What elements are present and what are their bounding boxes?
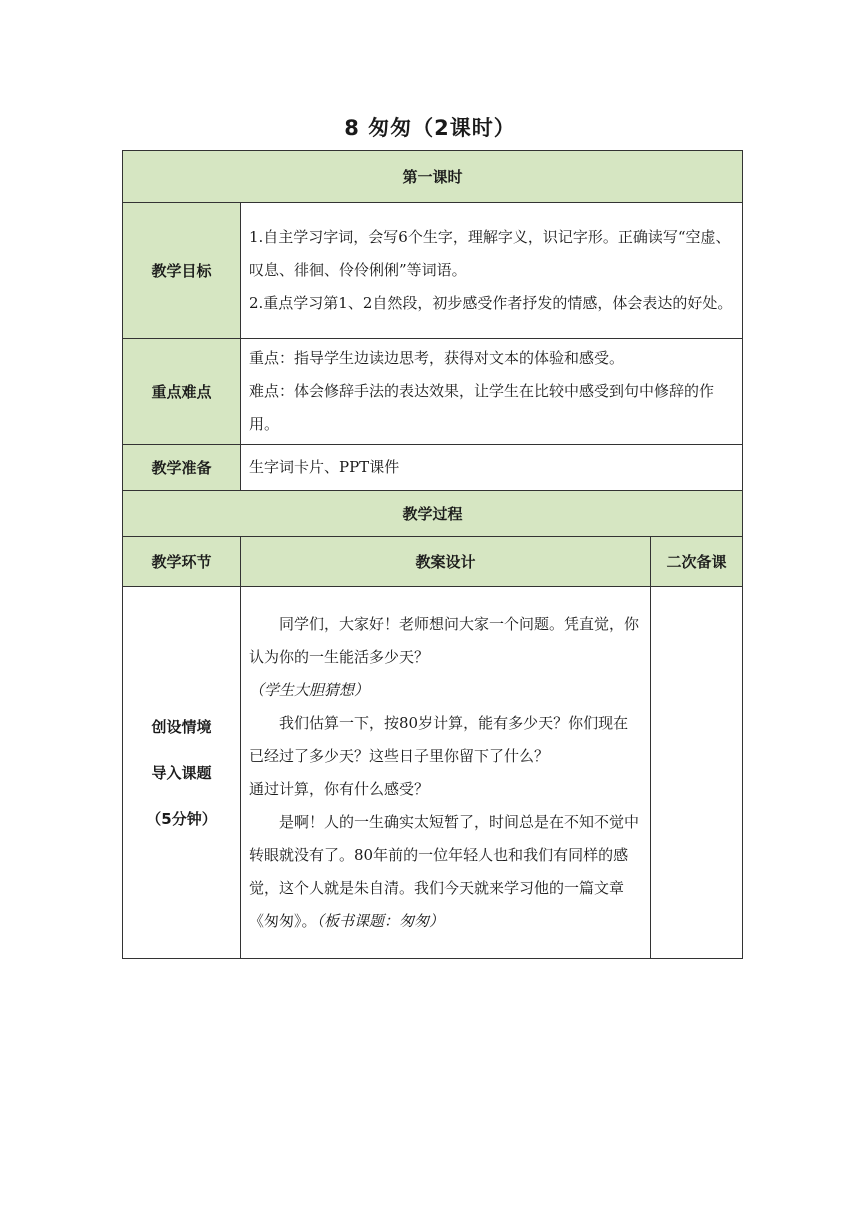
column-header-revision: 二次备课 <box>651 537 743 587</box>
column-header-stage: 教学环节 <box>123 537 241 587</box>
stage-design-content <box>241 587 651 959</box>
goals-row <box>123 203 743 339</box>
design-paragraph: 我们估算一下，按80岁计算，能有多少天？你们现在已经过了多少天？这些日子里你留下了什么？ <box>249 713 629 765</box>
stage-label-line: 创设情境 <box>151 717 212 736</box>
goals-label: 教学目标 <box>123 203 241 339</box>
column-header-design: 教案设计 <box>241 537 651 587</box>
design-paragraph: 同学们，大家好！老师想问大家一个问题。凭直觉，你认为你的一生能活多少天？ <box>249 614 640 666</box>
focus-content <box>241 339 743 445</box>
revision-cell <box>651 587 743 959</box>
goal-line: 1.自主学习字词，会写6个生字，理解字义，识记字形。正确读写“空虚、叹息、徘徊、伶伶俐俐”等词语。 <box>249 228 731 279</box>
stage-label-line: （5分钟） <box>146 809 217 828</box>
section-heading-process: 教学过程 <box>123 491 743 537</box>
focus-line: 重点：指导学生边读边思考，获得对文本的体验和感受。 <box>249 349 625 367</box>
focus-label: 重点难点 <box>123 339 241 445</box>
stage-row <box>123 587 743 959</box>
prep-row <box>123 445 743 491</box>
focus-row <box>123 339 743 445</box>
focus-line: 难点：体会修辞手法的表达效果，让学生在比较中感受到句中修辞的作用。 <box>249 382 715 433</box>
prep-content: 生字词卡片、PPT课件 <box>241 445 743 491</box>
stage-label <box>123 587 241 959</box>
prep-label: 教学准备 <box>123 445 241 491</box>
design-paragraph <box>249 806 642 938</box>
design-paragraph: 通过计算，你有什么感受？ <box>249 779 430 798</box>
lesson-plan-table <box>122 150 743 959</box>
goals-content <box>241 203 743 339</box>
section-heading-first-lesson: 第一课时 <box>123 151 743 203</box>
design-note: （板书课题：匆匆） <box>316 911 445 930</box>
section-header-row <box>123 491 743 537</box>
document-title: 8 匆匆（2课时） <box>344 116 516 140</box>
section-header-row <box>123 151 743 203</box>
goal-line: 2.重点学习第1、2自然段，初步感受作者抒发的情感，体会表达的好处。 <box>249 294 733 312</box>
design-text: 是啊！人的一生确实太短暂了，时间总是在不知不觉中转眼就没有了。80年前的一位年轻人也和我们有同样的感觉，这个人就是朱自清。我们今天就来学习他的一篇文章《匆匆》。 <box>249 812 640 930</box>
design-note: （学生大胆猜想） <box>249 680 370 699</box>
column-header-row <box>123 537 743 587</box>
stage-label-line: 导入课题 <box>151 763 212 782</box>
